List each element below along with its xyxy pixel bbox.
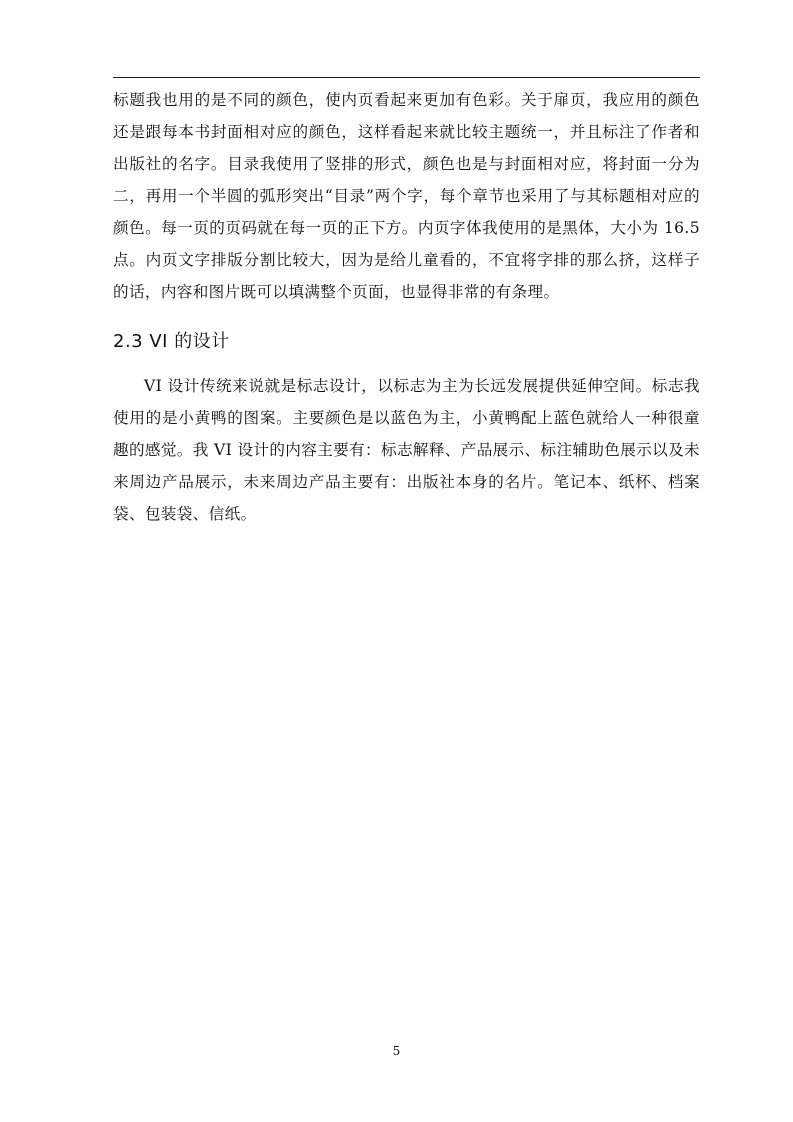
section-heading: 2.3 VI 的设计 — [113, 331, 230, 352]
body-paragraph-continued: 标题我也用的是不同的颜色，使内页看起来更加有色彩。关于扉页，我应用的颜色还是跟每本书封面相对应的颜色，这样看起来就比较主题统一，并且标注了作者和出版社的名字。目录我使用了竖排的形式，颜色也是与封面相对应，将封面一分为二，再用一个半圆的弧形突出“目录”两个字，每个章节也采用了与其标题相对应的颜色。每一页的页码就在每一页的正下方。内页字体我使用的是黑体，大小为 16.5 点。内页文字排版分割比较大，因为是给儿童看的，不宜将字排的那么挤，这样子的话，内容和图片既可以填满整个页面，也显得非常的有条理。 — [113, 91, 700, 301]
body-paragraph-vi: VI 设计传统来说就是标志设计，以标志为主为长远发展提供延伸空间。标志我使用的是小黄鸭的图案。主要颜色是以蓝色为主，小黄鸭配上蓝色就给人一种很童趣的感觉。我 VI 设计的内容主要有：标志解释、产品展示、标注辅助色展示以及未来周边产品展示，未来周边产品主要有：出版社本身的名片。笔记本、纸杯、档案袋、包装袋、信纸。 — [113, 377, 700, 523]
header-rule — [113, 77, 700, 78]
page-number: 5 — [392, 1044, 401, 1058]
